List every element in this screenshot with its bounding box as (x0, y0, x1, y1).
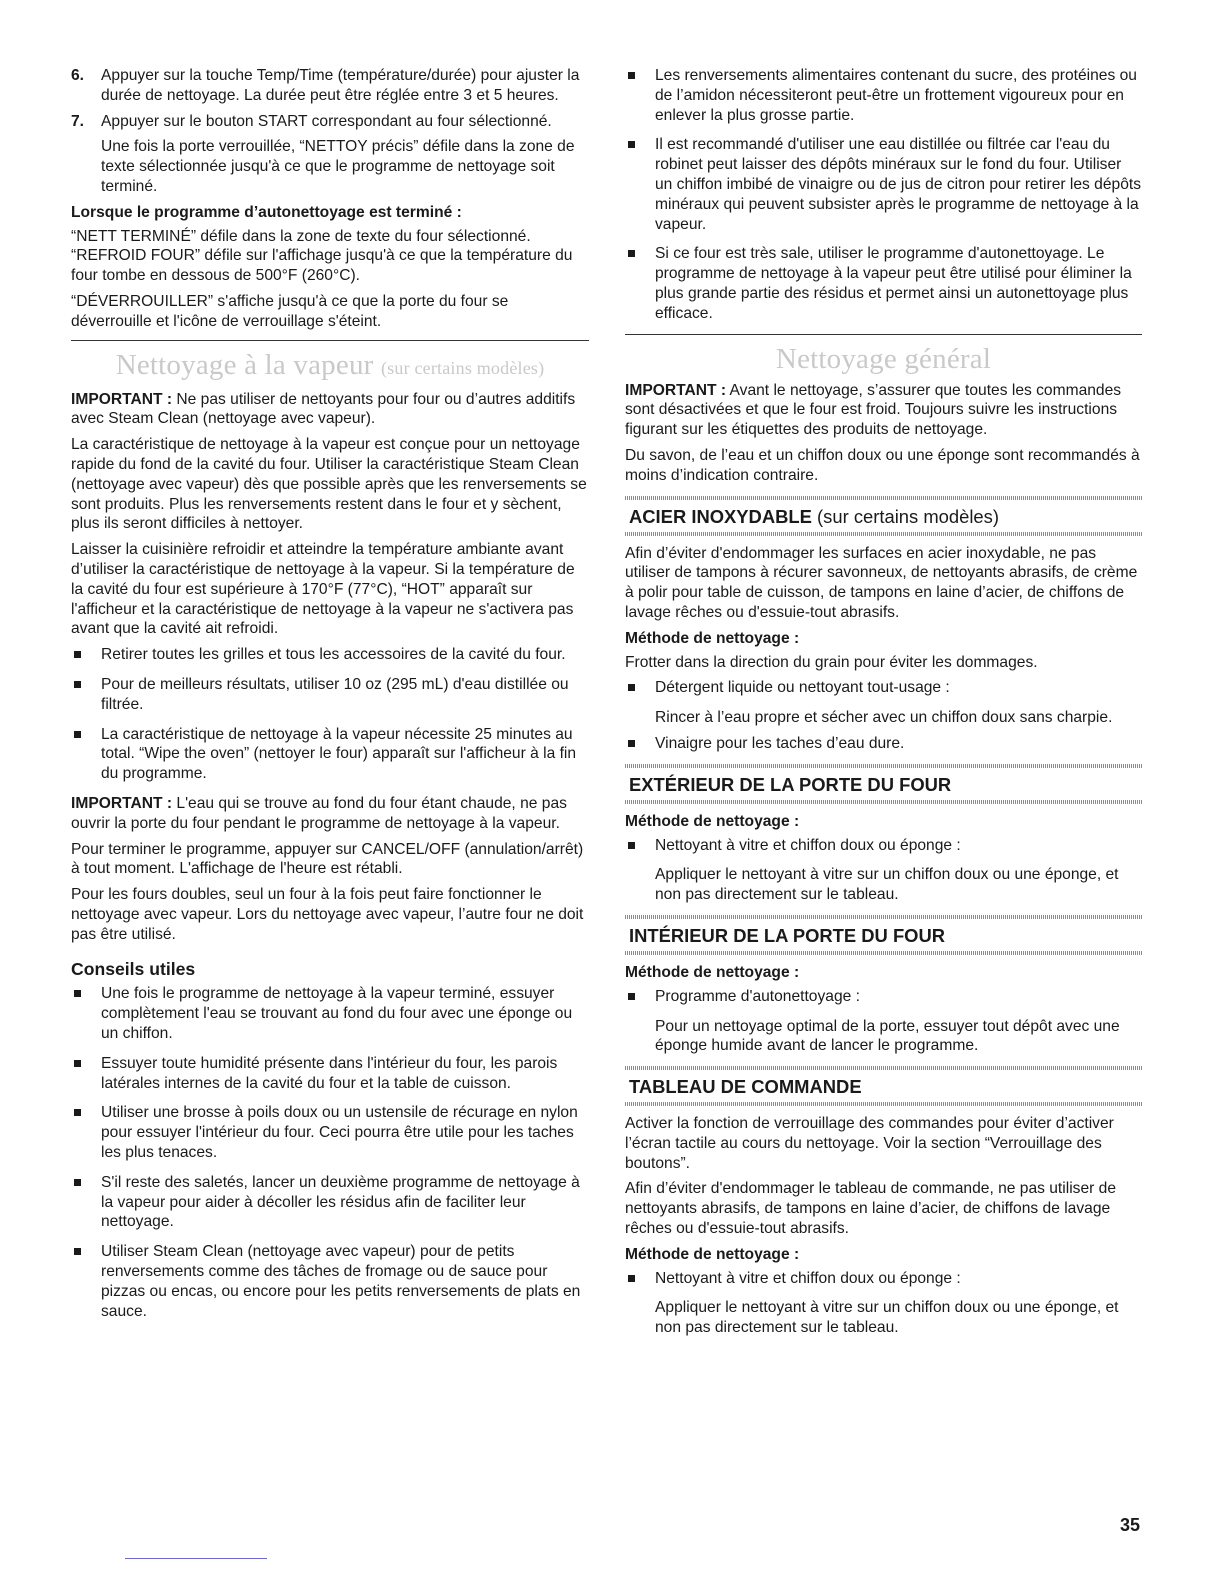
bullet-square-icon (625, 135, 655, 234)
self-clean-done-heading: Lorsque le programme d’autonettoyage est terminé : (71, 203, 462, 221)
hatch-divider (625, 951, 1142, 955)
interior-bullet (625, 987, 1142, 1007)
general-important-label: IMPORTANT : (625, 381, 727, 399)
steam-important-1-label: IMPORTANT : (71, 390, 173, 408)
interior-door-title-text: INTÉRIEUR DE LA PORTE DU FOUR (629, 924, 946, 946)
steam-bullet-text: Pour de meilleurs résultats, utiliser 10 oz (295 mL) d'eau distillée ou filtrée. (101, 675, 569, 713)
stainless-bullet-text: Détergent liquide ou nettoyant tout-usage : (655, 679, 950, 697)
interior-bullet-follow: Pour un nettoyage optimal de la porte, essuyer tout dépôt avec une éponge humide avant de lancer le programme. (655, 1017, 1120, 1055)
exterior-bullet-follow: Appliquer le nettoyant à vitre sur un chiffon doux ou une éponge, et non pas directement sur le tableau. (655, 866, 1119, 904)
general-clean-title: Nettoyage général (775, 342, 992, 375)
steam-important-1 (71, 390, 589, 430)
step-6 (71, 66, 589, 106)
steam-paragraph-2: Laisser la cuisinière refroidir et atteindre la température ambiante avant d’utiliser la caractéristique de nettoyage à la vapeur. Si la température de la cavité du four est supérieure à 170°F (77°C), “HOT” apparaît sur l'afficheur et la caractéristique de nettoyage à la vapeur ne s'activera pas avant que la cavité ait refroidi. (71, 541, 575, 638)
control-panel-bullet (625, 1269, 1142, 1289)
self-clean-done-text-2: “DÉVERROUILLER” s'affiche jusqu'à ce que la porte du four se déverrouille et l'icône de verrouillage s'éteint. (71, 292, 509, 330)
tips-bullet-text: Utiliser une brosse à poils doux ou un ustensile de récurage en nylon pour essuyer l'intérieur du four. Ceci pourra être utile pour les taches les plus tenaces. (101, 1104, 578, 1162)
method-heading: Méthode de nettoyage : (625, 1245, 800, 1263)
hatch-divider (625, 532, 1142, 536)
steam-important-2-text: L'eau qui se trouve au fond du four étant chaude, ne pas ouvrir la porte du four pendant le programme de nettoyage à la vapeur. (71, 794, 567, 832)
top-bullet (625, 66, 1142, 125)
bullet-square-icon (71, 1054, 101, 1094)
page-number: 35 (1120, 1515, 1141, 1535)
top-bullet-text: Il est recommandé d'utiliser une eau distillée ou filtrée car l'eau du robinet peut laisser des dépôts minéraux sur le fond du four. Utiliser un chiffon imbibé de vinaigre ou de jus de citron pour retirer les dépôts minéraux qui peuvent subsister après le programme de nettoyage à la vapeur. (655, 136, 1142, 233)
method-heading: Méthode de nettoyage : (625, 629, 800, 647)
section-divider (71, 340, 589, 341)
bullet-square-icon (71, 984, 101, 1043)
step-7 (71, 112, 589, 132)
stainless-paragraph-1: Afin d’éviter d'endommager les surfaces en acier inoxydable, ne pas utiliser de tampons à récurer savonneux, de nettoyants abrasifs, de crème à polir pour table de cuisson, de tampons en laine d’acier, de chiffons de lavage rêches ou d'essuie-tout abrasifs. (625, 544, 1138, 621)
top-bullet-text: Si ce four est très sale, utiliser le programme d'autonettoyage. Le programme de nettoyage à la vapeur peut être utilisé pour éliminer la plus grande partie des résidus et permet ainsi un autonettoyage plus efficace. (655, 245, 1132, 322)
control-panel-title-text: TABLEAU DE COMMANDE (629, 1076, 862, 1098)
hatch-divider (625, 1102, 1142, 1106)
tips-bullet (71, 1054, 589, 1094)
tips-bullet (71, 1242, 589, 1321)
stainless-paragraph-2: Frotter dans la direction du grain pour éviter les dommages. (625, 653, 1038, 671)
exterior-bullet (625, 836, 1142, 856)
steam-clean-title (71, 347, 589, 386)
bullet-square-icon (71, 1173, 101, 1232)
exterior-bullet-text: Nettoyant à vitre et chiffon doux ou éponge : (655, 836, 961, 854)
bullet-square-icon (625, 734, 655, 754)
right-column (625, 66, 1142, 1344)
bullet-square-icon (625, 678, 655, 698)
steam-paragraph-3: Pour terminer le programme, appuyer sur CANCEL/OFF (annulation/arrêt) à tout moment. L'affichage de l'heure est rétabli. (71, 840, 584, 878)
bullet-square-icon (625, 1269, 655, 1289)
bullet-square-icon (71, 725, 101, 784)
control-panel-title (625, 1070, 1142, 1102)
left-column (71, 66, 589, 1331)
tips-heading: Conseils utiles (71, 959, 196, 980)
steam-important-2 (71, 794, 589, 834)
control-panel-header (625, 1066, 1142, 1106)
method-heading: Méthode de nettoyage : (625, 963, 800, 981)
step-7-text: Appuyer sur le bouton START correspondant au four sélectionné. (101, 112, 552, 130)
self-clean-done-text-1: “NETT TERMINÉ” défile dans la zone de texte du four sélectionné. “REFROID FOUR” défile sur l'affichage jusqu'à ce que la température du four tombe en dessous de 500°F (260°C). (71, 227, 573, 285)
step-7-number: 7. (71, 112, 85, 130)
stainless-steel-title-note: (sur certains modèles) (817, 505, 999, 527)
steam-bullet-text: La caractéristique de nettoyage à la vapeur nécessite 25 minutes au total. “Wipe the oven” (nettoyer le four) apparaît sur l'afficheur à la fin du programme. (101, 725, 577, 783)
bullet-square-icon (625, 66, 655, 125)
step-7-follow: Une fois la porte verrouillée, “NETTOY précis” défile dans la zone de texte sélectionnée jusqu'à ce que le programme de nettoyage soit terminé. (101, 138, 575, 195)
stainless-bullet (625, 734, 1142, 754)
stainless-steel-header (625, 496, 1142, 536)
interior-door-title (625, 919, 1142, 951)
step-6-text: Appuyer sur la touche Temp/Time (température/durée) pour ajuster la durée de nettoyage. La durée peut être réglée entre 3 et 5 heures. (101, 67, 580, 104)
steam-paragraph-1: La caractéristique de nettoyage à la vapeur est conçue pour un nettoyage rapide du fond de la cavité du four. Utiliser la caractéristique Steam Clean (nettoyage avec vapeur) dès que possible après que les renversements se sont produits. Plus les renversements restent dans le four et y sèchent, plus ils seront difficiles à nettoyer. (71, 436, 587, 533)
stainless-steel-title-text: ACIER INOXYDABLE (629, 505, 812, 527)
hatch-divider (625, 800, 1142, 804)
steam-bullet (71, 675, 589, 715)
stainless-bullet (625, 678, 1142, 698)
tips-bullet-text: Utiliser Steam Clean (nettoyage avec vapeur) pour de petits renversements comme des tâches de fromage ou de sauce pour pizzas ou encas, ou encore pour les petits renversements de plats en sauce. (101, 1243, 581, 1320)
tips-bullet (71, 1173, 589, 1232)
bullet-square-icon (71, 1103, 101, 1162)
footer-line (125, 1558, 267, 1559)
steam-bullet (71, 725, 589, 784)
top-bullet (625, 244, 1142, 323)
tips-bullet-text: Une fois le programme de nettoyage à la vapeur terminé, essuyer complètement l'eau se trouvant au fond du four avec une éponge ou un chiffon. (101, 985, 573, 1043)
bullet-square-icon (625, 987, 655, 1007)
top-bullet-text: Les renversements alimentaires contenant du sucre, des protéines ou de l’amidon nécessiteront peut-être un frottement vigoureux pour en enlever la plus grosse partie. (655, 67, 1137, 124)
top-bullet (625, 135, 1142, 234)
steam-important-2-label: IMPORTANT : (71, 794, 173, 812)
steam-paragraph-4: Pour les fours doubles, seul un four à la fois peut faire fonctionner le nettoyage avec vapeur. Lors du nettoyage avec vapeur, l’autre four ne doit pas être utilisé. (71, 886, 584, 943)
exterior-door-title (625, 768, 1142, 800)
bullet-square-icon (625, 836, 655, 856)
tips-bullet (71, 1103, 589, 1162)
tips-bullet (71, 984, 589, 1043)
control-panel-bullet-follow: Appliquer le nettoyant à vitre sur un chiffon doux ou une éponge, et non pas directement sur le tableau. (655, 1299, 1119, 1337)
steam-important-1-text: Ne pas utiliser de nettoyants pour four ou d’autres additifs avec Steam Clean (nettoyage avec vapeur). (71, 390, 576, 428)
steam-clean-title-note: (sur certains modèles) (380, 357, 545, 378)
bullet-square-icon (625, 244, 655, 323)
bullet-square-icon (71, 1242, 101, 1321)
control-panel-paragraph-1: Activer la fonction de verrouillage des commandes pour éviter d’activer l’écran tactile au cours du nettoyage. Voir la section “Verrouillage des boutons”. (625, 1115, 1114, 1172)
general-important-text: Avant le nettoyage, s’assurer que toutes les commandes sont désactivées et que le four est froid. Toujours suivre les instructions figurant sur les étiquettes des produits de nettoyage. (625, 381, 1122, 439)
tips-bullet-text: Essuyer toute humidité présente dans l'intérieur du four, les parois latérales internes de la cavité du four et la table de cuisson. (101, 1054, 558, 1092)
stainless-bullet-text: Vinaigre pour les taches d’eau dure. (655, 734, 905, 752)
steam-bullet-text: Retirer toutes les grilles et tous les accessoires de la cavité du four. (101, 646, 566, 664)
interior-door-header (625, 915, 1142, 955)
bullet-square-icon (71, 675, 101, 715)
exterior-door-title-text: EXTÉRIEUR DE LA PORTE DU FOUR (629, 773, 952, 795)
general-paragraph-1: Du savon, de l’eau et un chiffon doux ou une éponge sont recommandés à moins d’indication contraire. (625, 446, 1140, 484)
interior-bullet-text: Programme d'autonettoyage : (655, 987, 860, 1005)
control-panel-bullet-text: Nettoyant à vitre et chiffon doux ou éponge : (655, 1269, 961, 1287)
steam-clean-title-text: Nettoyage à la vapeur (115, 348, 374, 381)
steam-bullet (71, 645, 589, 665)
stainless-steel-title (625, 500, 1142, 532)
step-6-number: 6. (71, 67, 85, 84)
stainless-bullet-follow: Rincer à l’eau propre et sécher avec un chiffon doux sans charpie. (655, 709, 1113, 727)
exterior-door-header (625, 764, 1142, 804)
tips-bullet-text: S'il reste des saletés, lancer un deuxième programme de nettoyage à la vapeur pour aider à décoller les résidus afin de faciliter leur nettoyage. (101, 1173, 580, 1231)
section-divider (625, 334, 1142, 335)
control-panel-paragraph-2: Afin d’éviter d'endommager le tableau de commande, ne pas utiliser de nettoyants abrasifs, de tampons en laine d’acier, de chiffons de lavage rêches ou d'essuie-tout abrasifs. (625, 1180, 1116, 1238)
general-important (625, 381, 1142, 440)
bullet-square-icon (71, 645, 101, 665)
method-heading: Méthode de nettoyage : (625, 812, 800, 830)
